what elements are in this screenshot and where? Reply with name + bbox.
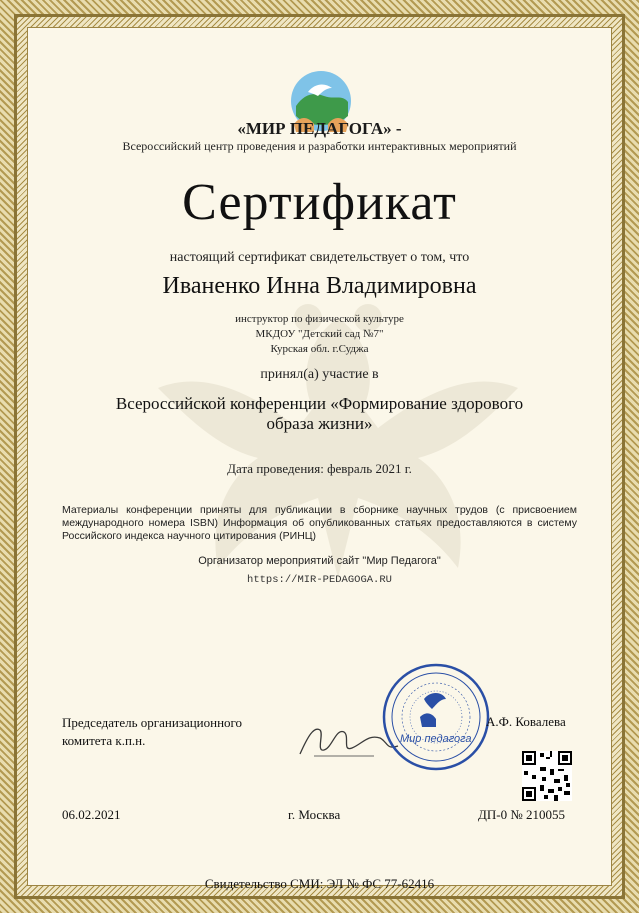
- chair-title: [62, 714, 242, 750]
- qr-code-icon: [522, 751, 572, 801]
- recipient-location: Курская обл. г.Суджа: [270, 343, 369, 355]
- chair-title-line1: Председатель организационного: [62, 715, 243, 730]
- participation-text: принял(а) участие в: [260, 367, 379, 382]
- event-date: Дата проведения: февраль 2021 г.: [227, 461, 412, 476]
- signer-name: А.Ф. Ковалева: [486, 714, 566, 729]
- issue-city: г. Москва: [288, 807, 341, 822]
- event-title-line2: образа жизни»: [266, 414, 373, 433]
- recipient-institution: МКДОУ "Детский сад №7": [255, 328, 384, 340]
- issue-date: 06.02.2021: [62, 807, 121, 822]
- stamp-label: Мир педагога: [400, 733, 472, 745]
- smi-registration: Свидетельство СМИ: ЭЛ № ФС 77-62416: [204, 876, 435, 891]
- event-title-line1: Всероссийской конференции «Формирование здорового: [115, 394, 524, 413]
- organization-subtitle: Всероссийский центр проведения и разработки интерактивных мероприятий: [122, 139, 517, 153]
- site-url: https://MIR-PEDAGOGA.RU: [247, 574, 392, 586]
- recipient-name: Иваненко Инна Владимировна: [162, 273, 477, 299]
- event-title: [68, 394, 571, 434]
- organizer-line: Организатор мероприятий сайт "Мир Педагога": [198, 555, 441, 567]
- round-stamp-icon: [380, 661, 492, 773]
- materials-text: Материалы конференции приняты для публикации в сборнике научных трудов (с присвоением международного номера ISBN) Информация об опубликованных статьях предоставляются в систему Российского индекса научного цитирования (РИНЦ): [62, 504, 577, 542]
- organization-name: «МИР ПЕДАГОГА» -: [237, 119, 402, 138]
- certificate-title: Сертификат: [182, 174, 457, 231]
- chair-title-line2: комитета к.п.н.: [62, 733, 146, 748]
- certificate-paper: [27, 27, 612, 886]
- certificate-intro: настоящий сертификат свидетельствует о том, что: [169, 250, 470, 265]
- certificate-number: ДП-0 № 210055: [478, 807, 565, 822]
- recipient-position: инструктор по физической культуре: [235, 313, 404, 325]
